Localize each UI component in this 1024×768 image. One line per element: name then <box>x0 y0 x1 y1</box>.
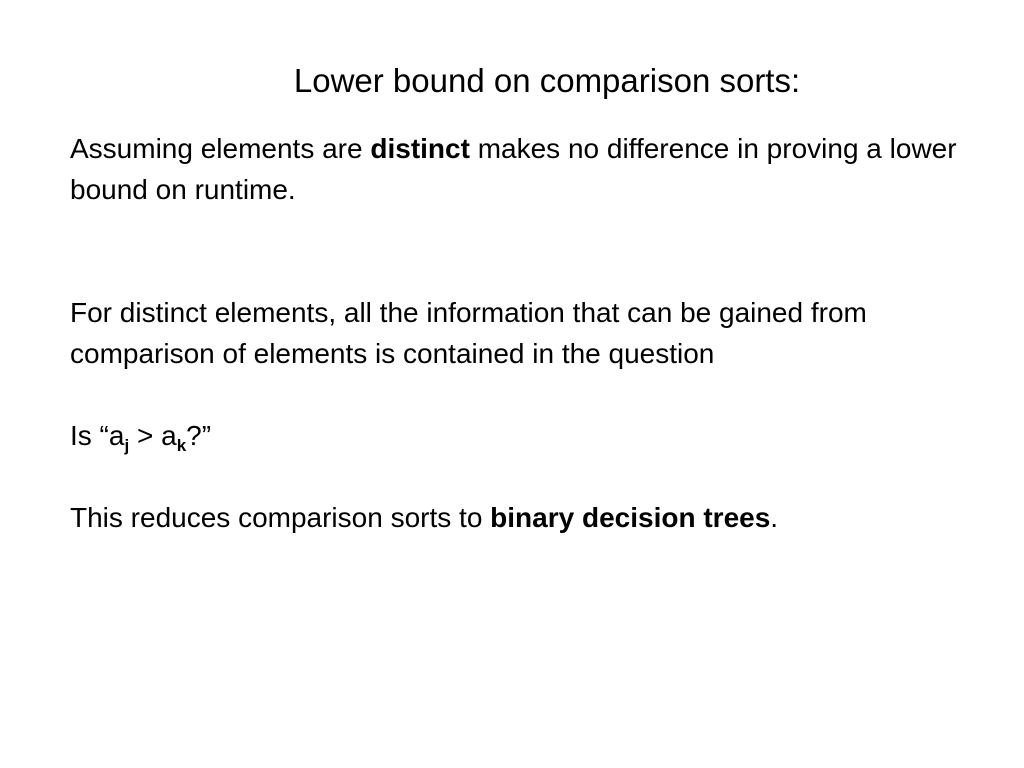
subscript-k: k <box>176 436 187 455</box>
paragraph-distinct-prefix: Assuming elements are <box>70 133 371 164</box>
spacer <box>70 456 970 497</box>
binary-decision-trees-emphasis: binary decision trees <box>490 502 771 533</box>
comparison-question <box>70 415 970 456</box>
paragraph-trees-suffix: . <box>770 502 779 533</box>
question-prefix: Is “a <box>70 420 125 451</box>
question-middle: > a <box>129 420 177 451</box>
paragraph-comparison-information: For distinct elements, all the information that can be gained from comparison of elements is contained in the question <box>70 297 867 369</box>
paragraph-distinct-elements <box>70 128 970 210</box>
subscript-j: j <box>124 436 130 455</box>
distinct-emphasis: distinct <box>370 133 470 164</box>
question-suffix: ?” <box>186 420 212 451</box>
slide-body <box>70 128 970 538</box>
paragraph-decision-trees <box>70 497 970 538</box>
slide-title: Lower bound on comparison sorts: <box>293 62 801 99</box>
spacer <box>70 374 970 415</box>
spacer <box>70 210 970 292</box>
paragraph-trees-prefix: This reduces comparison sorts to <box>70 502 491 533</box>
paragraph-distinct-suffix: makes no difference in proving a lower bound on runtime. <box>70 133 957 205</box>
